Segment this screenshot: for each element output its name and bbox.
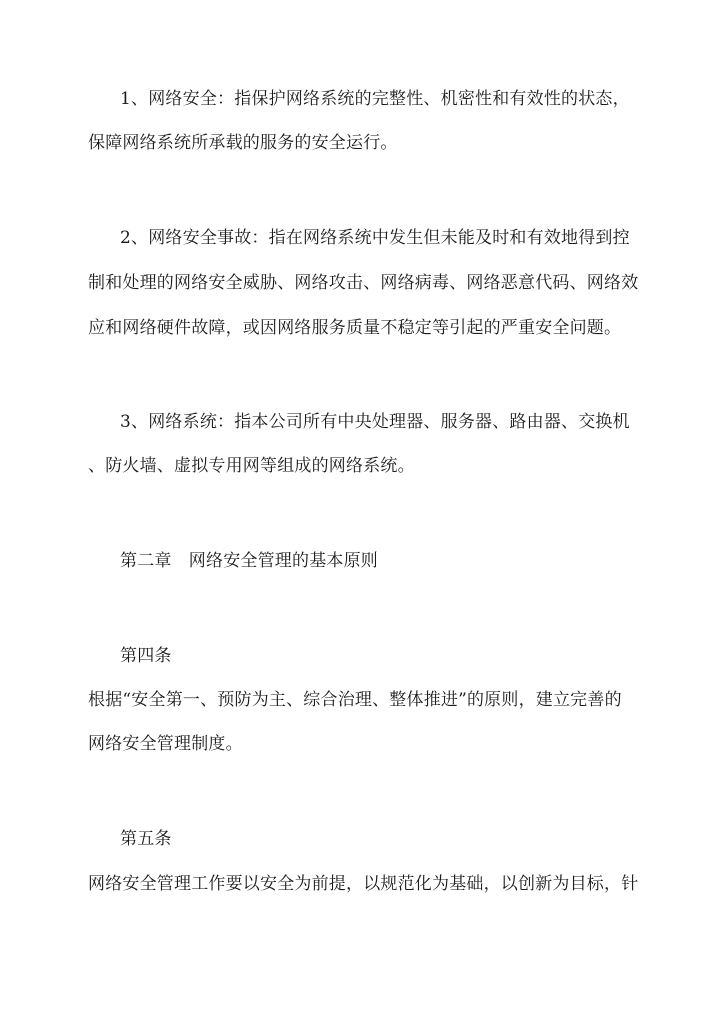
article4-heading: 第四条 bbox=[120, 646, 172, 666]
para3-line1: 3、网络系统：指本公司所有中央处理器、服务器、路由器、交换机 bbox=[120, 412, 630, 432]
chapter-heading: 第二章 网络安全管理的基本原则 bbox=[120, 551, 378, 571]
para2-line2: 制和处理的网络安全威胁、网络攻击、网络病毒、网络恶意代码、网络效 bbox=[88, 273, 639, 293]
para1-line1: 1、网络安全：指保护网络系统的完整性、机密性和有效性的状态， bbox=[120, 89, 630, 109]
para1-line2: 保障网络系统所承载的服务的安全运行。 bbox=[88, 133, 398, 153]
article4-line1: 根据“安全第一、预防为主、综合治理、整体推进”的原则，建立完善的 bbox=[88, 690, 622, 710]
article4-line2: 网络安全管理制度。 bbox=[88, 734, 243, 754]
para3-line2: 、防火墙、虚拟专用网等组成的网络系统。 bbox=[88, 456, 415, 476]
para2-line1: 2、网络安全事故：指在网络系统中发生但未能及时和有效地得到控 bbox=[120, 228, 630, 248]
article5-line1: 网络安全管理工作要以安全为前提，以规范化为基础，以创新为目标，针 bbox=[88, 874, 639, 894]
article5-heading: 第五条 bbox=[120, 829, 172, 849]
para2-line3: 应和网络硬件故障，或因网络服务质量不稳定等引起的严重安全问题。 bbox=[88, 318, 622, 338]
